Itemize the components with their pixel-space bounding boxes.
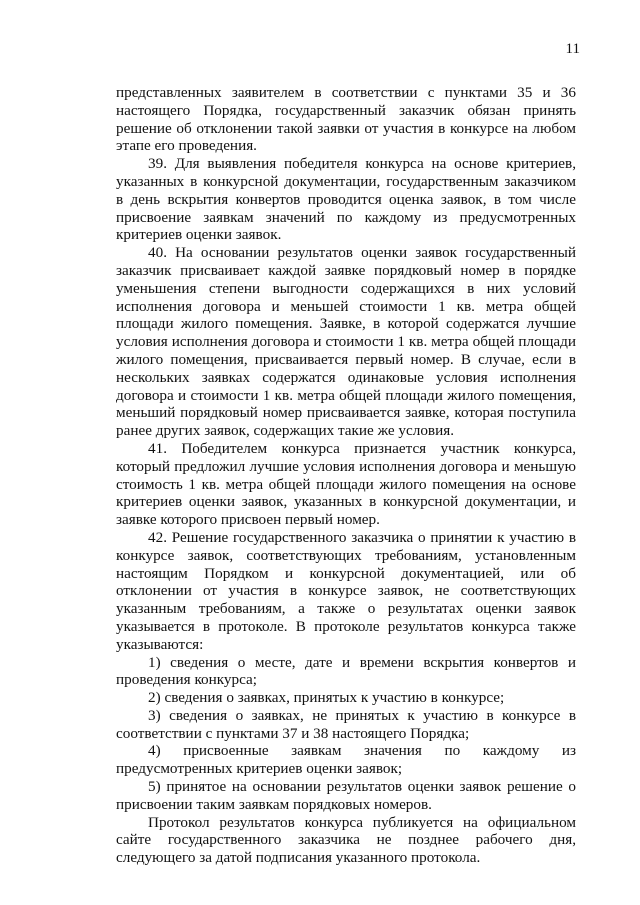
list-item-3: 3) сведения о заявках, не принятых к участию в конкурсе в соответствии с пунктами 37 и 38 настоящего Порядка; <box>116 706 576 742</box>
list-item-5: 5) принятое на основании результатов оценки заявок решение о присвоении таким заявкам порядковых номеров. <box>116 778 576 813</box>
list-item-4: 4) присвоенные заявкам значения по каждому из предусмотренных критериев оценки заявок; <box>116 742 576 778</box>
page-number: 11 <box>565 41 580 57</box>
paragraph-39: 39. Для выявления победителя конкурса на основе критериев, указанных в конкурсной документации, государственным заказчиком в день вскрытия конвертов проводится оценка заявок, в том числе присвоение заявкам значений по каждому из предусмотренных критериев оценки заявок. <box>116 155 576 244</box>
paragraph-continuation: представленных заявителем в соответствии с пунктами 35 и 36 настоящего Порядка, государственный заказчик обязан принять решение об отклонении такой заявки от участия в конкурсе на любом этапе его проведения. <box>116 84 576 155</box>
paragraph-41: 41. Победителем конкурса признается участник конкурса, который предложил лучшие условия исполнения договора и меньшую стоимость 1 кв. метра общей площади жилого помещения на основе критериев оценки заявок, указанных в конкурсной документации, и заявке которого присвоен первый номер. <box>116 439 576 529</box>
paragraph-protocol: Протокол результатов конкурса публикуется на официальном сайте государственного заказчика не позднее рабочего дня, следующего за датой подписания указанного протокола. <box>116 813 576 867</box>
list-item-1: 1) сведения о месте, дате и времени вскрытия конвертов и проведения конкурса; <box>116 653 576 689</box>
document-body <box>116 84 576 867</box>
paragraph-40: 40. На основании результатов оценки заявок государственный заказчик присваивает каждой заявке порядковый номер в порядке уменьшения степени выгодности содержащихся в них условий исполнения договора и меньшей стоимости 1 кв. метра общей площади жилого помещения. Заявке, в которой содержатся лучшие условия исполнения договора и стоимости 1 кв. метра общей площади жилого помещения, присваивается первый номер. В случае, если в нескольких заявках содержатся одинаковые условия исполнения договора и стоимости 1 кв. метра общей площади жилого помещения, меньший порядковый номер присваивается заявке, которая поступила ранее других заявок, содержащих такие же условия. <box>116 244 576 440</box>
paragraph-42: 42. Решение государственного заказчика о принятии к участию в конкурсе заявок, соответствующих требованиям, установленным настоящим Порядком и конкурсной документацией, или об отклонении от участия в конкурсе заявок, не соответствующих указанным требованиям, а также о результатах оценки заявок указывается в протоколе. В протоколе результатов конкурса также указываются: <box>116 528 576 653</box>
list-item-2: 2) сведения о заявках, принятых к участию в конкурсе; <box>148 689 505 707</box>
